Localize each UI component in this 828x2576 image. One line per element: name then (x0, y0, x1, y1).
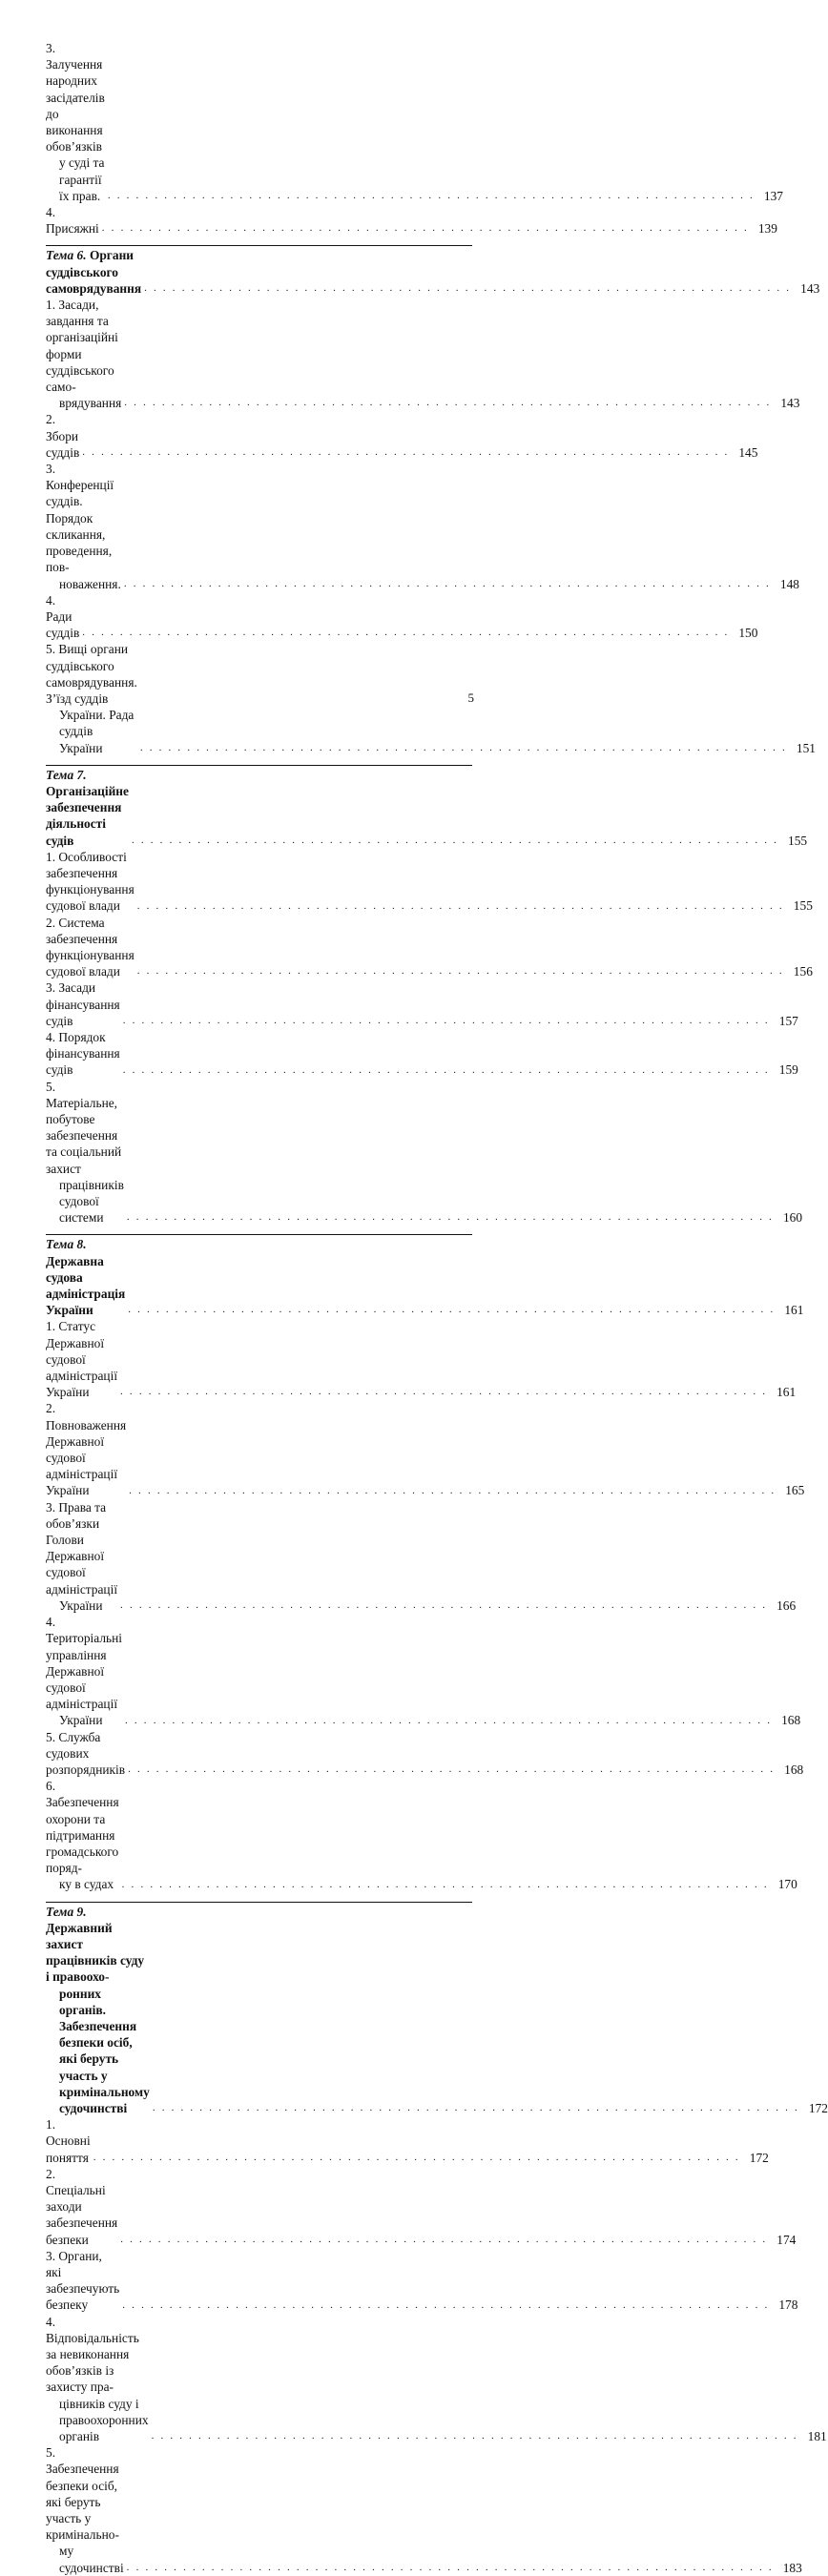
dot-leader: . . . . . . . . . . . . . . . . . . . . . . . . . . . . . . . . . . . . . . . . . . . . . . . . . . . . . . . . . . . . . . . . . . . . . (120, 2233, 768, 2245)
toc-entry-text (46, 592, 79, 642)
toc-page-number: 161 (776, 1385, 797, 1400)
toc-theme-heading (46, 765, 808, 849)
toc-entry-line (46, 1904, 150, 1986)
toc-item (46, 641, 816, 755)
toc-entry-line (46, 247, 141, 297)
toc-page-number: 161 (784, 1303, 804, 1318)
theme-label: Тема 8. (46, 1237, 87, 1252)
toc-entry-line: працівників судової системи (59, 1177, 124, 1226)
table-of-contents (46, 40, 828, 2576)
toc-page-number: 178 (778, 2298, 798, 2313)
toc-entry-line: України (59, 1713, 103, 1728)
toc-page-number: 168 (784, 1762, 804, 1777)
toc-entry-line: 4. Порядок фінансування судів (46, 1029, 120, 1078)
toc-entry-line: ронних органів. Забезпечення безпеки осіб, (59, 1986, 137, 2050)
toc-page-number: 151 (796, 740, 816, 755)
toc-entry-text (46, 461, 121, 592)
toc-item (46, 979, 798, 1029)
toc-page-number: 165 (785, 1483, 805, 1498)
toc-entry-line: новаження. (59, 576, 121, 591)
toc-entry-text (46, 2444, 124, 2576)
toc-page-number: 170 (777, 1877, 797, 1892)
toc-entry-text (46, 979, 120, 1029)
toc-entry-line: 5. Забезпечення безпеки осіб, які беруть участь у кримінально- (46, 2445, 119, 2543)
toc-entry-text (46, 1904, 150, 2117)
toc-entry-text (46, 1400, 126, 1498)
theme-title: Організаційне забезпечення діяльності судів (46, 783, 129, 848)
toc-item (46, 2116, 769, 2166)
toc-item (46, 849, 813, 915)
toc-page-number: 150 (738, 626, 758, 641)
toc-item (46, 1029, 798, 1079)
toc-page-number: 168 (781, 1713, 801, 1728)
toc-item (46, 204, 777, 237)
toc-entry-line: 3. Конференції суддів. Порядок скликання, проведення, пов- (46, 462, 114, 575)
toc-entry-line: 3. Органи, які забезпечують безпеку (46, 2248, 120, 2313)
dot-leader: . . . . . . . . . . . . . . . . . . . . . . . . . . . . . . . . . . . . . . . . . . . . . . . . . . . . . . . . . . . . . . . . . . . . . (128, 1304, 776, 1316)
toc-page-number: 143 (800, 280, 820, 296)
toc-item (46, 2444, 802, 2576)
toc-entry-text (46, 767, 129, 849)
toc-page-number: 145 (738, 444, 758, 460)
toc-entry-line: України. Рада суддів України (59, 708, 135, 755)
toc-page-number: 174 (776, 2232, 797, 2247)
toc-entry-line: 4. Ради суддів (46, 592, 80, 641)
toc-item (46, 1614, 801, 1728)
theme-label: Тема 9. (46, 1904, 87, 1919)
toc-entry-line: 2. Збори суддів (46, 412, 80, 460)
dot-leader: . . . . . . . . . . . . . . . . . . . . . . . . . . . . . . . . . . . . . . . . . . . . . . . . . . . . . . . . . . . . . . . . . . . . . (120, 1599, 768, 1612)
toc-entry-text (46, 1499, 117, 1614)
dot-leader: . . . . . . . . . . . . . . . . . . . . . . . . . . . . . . . . . . . . . . . . . . . . . . . . . . . . . . . . . . . . . . . . . . . . . (125, 1714, 773, 1726)
toc-entry-line: у суді та гарантії їх прав. (59, 155, 105, 203)
toc-entry-line: 1. Особливості забезпечення функціонування судової влади (46, 849, 135, 914)
dot-leader: . . . . . . . . . . . . . . . . . . . . . . . . . . . . . . . . . . . . . . . . . . . . . . . . . . . . . . . . . . . . . . . . . . . . . (144, 282, 792, 295)
toc-entry-text (46, 204, 99, 237)
toc-entry-line: 5. Вищі органи суддівського самоврядування. З’їзд суддів (46, 642, 137, 706)
toc-entry-line: України (59, 1597, 103, 1613)
toc-entry-line: 3. Залучення народних засідателів до виконання обов’язків (46, 41, 105, 155)
toc-page-number: 157 (778, 1013, 798, 1028)
toc-item (46, 2314, 827, 2445)
toc-page-number: 172 (808, 2100, 828, 2115)
toc-theme-heading (46, 1902, 828, 2117)
dot-leader: . . . . . . . . . . . . . . . . . . . . . . . . . . . . . . . . . . . . . . . . . . . . . . . . . . . . . . . . . . . . . . . . . . . . . (129, 1484, 776, 1496)
toc-entry-line: 2. Спеціальні заходи забезпечення безпеки (46, 2166, 118, 2247)
toc-item (46, 1778, 797, 1892)
toc-item (46, 592, 758, 642)
theme-title: Державний захист працівників суду і правоохо- (46, 1920, 145, 1985)
dot-leader: . . . . . . . . . . . . . . . . . . . . . . . . . . . . . . . . . . . . . . . . . . . . . . . . . . . . . . . . . . . . . . . . . . . . . (122, 2298, 770, 2311)
dot-leader: . . . . . . . . . . . . . . . . . . . . . . . . . . . . . . . . . . . . . . . . . . . . . . . . . . . . . . . . . . . . . . . . . . . . . (124, 397, 772, 409)
dot-leader: . . . . . . . . . . . . . . . . . . . . . . . . . . . . . . . . . . . . . . . . . . . . . . . . . . . . . . . . . . . . . . . . . . . . . (107, 190, 755, 202)
toc-item (46, 1400, 805, 1498)
dot-leader: . . . . . . . . . . . . . . . . . . . . . . . . . . . . . . . . . . . . . . . . . . . . . . . . . . . . . . . . . . . . . . . . . . . . . (136, 899, 784, 912)
theme-label: Тема 6. (46, 248, 87, 263)
dot-leader: . . . . . . . . . . . . . . . . . . . . . . . . . . . . . . . . . . . . . . . . . . . . . . . . . . . . . . . . . . . . . . . . . . . . . (151, 2430, 798, 2442)
toc-entry-line: цівників суду і правоохоронних органів (59, 2396, 149, 2444)
dot-leader: . . . . . . . . . . . . . . . . . . . . . . . . . . . . . . . . . . . . . . . . . . . . . . . . . . . . . . . . . . . . . . . . . . . . . (122, 1063, 770, 1076)
toc-entry-line: ку в судах (59, 1877, 114, 1892)
toc-entry-line: 1. Основні поняття (46, 2117, 91, 2165)
toc-entry-line: 5. Служба судових розпорядників (46, 1729, 126, 1777)
toc-entry-text (46, 1318, 117, 1400)
theme-title: Державна судова адміністрація України (46, 1253, 126, 1318)
toc-page-number: 148 (779, 576, 799, 591)
toc-entry-text (46, 2248, 119, 2314)
toc-entry-text (46, 1236, 125, 1318)
dot-leader: . . . . . . . . . . . . . . . . . . . . . . . . . . . . . . . . . . . . . . . . . . . . . . . . . . . . . . . . . . . . . . . . . . . . . (122, 1014, 770, 1026)
dot-leader: . . . . . . . . . . . . . . . . . . . . . . . . . . . . . . . . . . . . . . . . . . . . . . . . . . . . . . . . . . . . . . . . . . . . . (120, 1386, 768, 1398)
dot-leader: . . . . . . . . . . . . . . . . . . . . . . . . . . . . . . . . . . . . . . . . . . . . . . . . . . . . . . . . . . . . . . . . . . . . . (136, 965, 784, 978)
dot-leader: . . . . . . . . . . . . . . . . . . . . . . . . . . . . . . . . . . . . . . . . . . . . . . . . . . . . . . . . . . . . . . . . . . . . . (139, 741, 787, 753)
dot-leader: . . . . . . . . . . . . . . . . . . . . . . . . . . . . . . . . . . . . . . . . . . . . . . . . . . . . . . . . . . . . . . . . . . . . . (101, 222, 749, 235)
toc-item (46, 411, 758, 461)
toc-page-number: 156 (793, 964, 813, 979)
toc-entry-line: які беруть участь у кримінальному судочинстві (59, 2051, 150, 2115)
toc-page-number: 183 (782, 2560, 802, 2575)
toc-theme-heading (46, 245, 820, 297)
toc-page-number: 159 (778, 1062, 798, 1078)
dot-leader: . . . . . . . . . . . . . . . . . . . . . . . . . . . . . . . . . . . . . . . . . . . . . . . . . . . . . . . . . . . . . . . . . . . . . (131, 834, 779, 846)
toc-item (46, 40, 783, 204)
toc-item (46, 915, 813, 980)
toc-entry-text (46, 2314, 149, 2445)
toc-entry-line: 1. Статус Державної судової адміністрації України (46, 1319, 118, 1400)
toc-entry-line: 6. Забезпечення охорони та підтримання громадського поряд- (46, 1779, 119, 1876)
toc-item (46, 1729, 804, 1779)
toc-item (46, 461, 799, 592)
dot-leader: . . . . . . . . . . . . . . . . . . . . . . . . . . . . . . . . . . . . . . . . . . . . . . . . . . . . . . . . . . . . . . . . . . . . . (126, 2561, 774, 2573)
dot-leader: . . . . . . . . . . . . . . . . . . . . . . . . . . . . . . . . . . . . . . . . . . . . . . . . . . . . . . . . . . . . . . . . . . . . . (126, 1211, 775, 1224)
toc-entry-line: 2. Повноваження Державної судової адміністрації України (46, 1401, 127, 1498)
toc-page-number: 160 (782, 1210, 803, 1226)
page-number: 5 (467, 690, 474, 705)
dot-leader: . . . . . . . . . . . . . . . . . . . . . . . . . . . . . . . . . . . . . . . . . . . . . . . . . . . . . . . . . . . . . . . . . . . . . (152, 2102, 799, 2114)
toc-page-number: 137 (763, 188, 783, 203)
toc-entry-text (46, 1778, 119, 1892)
toc-entry-line: 4. Територіальні управління Державної судової адміністрації (46, 1615, 122, 1712)
toc-entry-line: врядування (59, 396, 122, 411)
toc-item (46, 1499, 797, 1614)
toc-entry-line: 1. Засади, завдання та організаційні форми суддівського само- (46, 298, 118, 395)
toc-entry-line: 4. Присяжні (46, 205, 99, 237)
toc-item (46, 1318, 797, 1400)
toc-entry-text (46, 849, 135, 915)
toc-entry-text (46, 915, 135, 980)
toc-entry-text (46, 641, 137, 755)
dot-leader: . . . . . . . . . . . . . . . . . . . . . . . . . . . . . . . . . . . . . . . . . . . . . . . . . . . . . . . . . . . . . . . . . . . . . (128, 1763, 776, 1776)
toc-page-number: 139 (757, 221, 777, 237)
toc-page-number: 166 (776, 1597, 797, 1613)
toc-entry-text (46, 40, 105, 204)
toc-entry-line: 5. Матеріальне, побутове забезпечення та соціальний захист (46, 1079, 122, 1176)
toc-item (46, 2248, 798, 2314)
toc-item (46, 1079, 803, 1226)
toc-entry-line: му судочинстві (59, 2544, 124, 2575)
dot-leader: . . . . . . . . . . . . . . . . . . . . . . . . . . . . . . . . . . . . . . . . . . . . . . . . . . . . . . . . . . . . . . . . . . . . . (93, 2151, 740, 2163)
toc-page-number: 172 (749, 2150, 769, 2165)
toc-item (46, 2166, 797, 2248)
toc-page-number: 155 (788, 833, 808, 848)
toc-entry-text (46, 2116, 91, 2166)
toc-entry-line (46, 767, 129, 849)
toc-entry-line: 4. Відповідальність за невиконання обов’язків із захисту пра- (46, 2314, 139, 2395)
toc-entry-line (46, 1236, 125, 1318)
toc-entry-text (46, 1079, 124, 1226)
dot-leader: . . . . . . . . . . . . . . . . . . . . . . . . . . . . . . . . . . . . . . . . . . . . . . . . . . . . . . . . . . . . . . . . . . . . . (121, 1878, 769, 1890)
toc-page-number: 181 (807, 2429, 827, 2444)
toc-page-number: 143 (780, 396, 800, 411)
toc-theme-heading (46, 1234, 804, 1318)
theme-label: Тема 7. (46, 767, 87, 782)
dot-leader: . . . . . . . . . . . . . . . . . . . . . . . . . . . . . . . . . . . . . . . . . . . . . . . . . . . . . . . . . . . . . . . . . . . . . (123, 577, 771, 589)
toc-entry-text (46, 411, 79, 461)
dot-leader: . . . . . . . . . . . . . . . . . . . . . . . . . . . . . . . . . . . . . . . . . . . . . . . . . . . . . . . . . . . . . . . . . . . . . (82, 627, 730, 639)
toc-entry-line: 2. Система забезпечення функціонування судової влади (46, 915, 135, 979)
toc-item (46, 297, 800, 411)
toc-entry-text (46, 1729, 125, 1779)
toc-entry-line: 3. Засади фінансування судів (46, 980, 120, 1028)
toc-entry-text (46, 2166, 117, 2248)
toc-page-number: 155 (793, 898, 813, 914)
toc-entry-line: 3. Права та обов’язки Голови Державної судової адміністрації (46, 1499, 118, 1597)
dot-leader: . . . . . . . . . . . . . . . . . . . . . . . . . . . . . . . . . . . . . . . . . . . . . . . . . . . . . . . . . . . . . . . . . . . . . (82, 446, 730, 459)
toc-entry-text (46, 1029, 120, 1079)
toc-entry-text (46, 297, 121, 411)
theme-title: Органи суддівського самоврядування (46, 248, 142, 296)
toc-entry-text (46, 1614, 122, 1728)
toc-entry-text (46, 247, 141, 297)
